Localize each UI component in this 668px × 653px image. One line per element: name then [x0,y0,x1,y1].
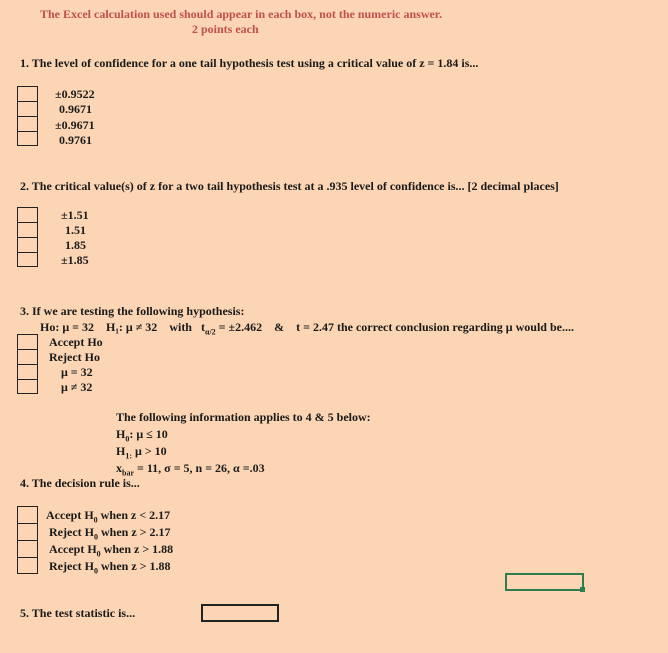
question-4-text: 4. The decision rule is... [20,476,140,490]
q3-with: with [169,320,192,334]
info-sample-stats: $x_{bar} = 11$, σ = 5, n = 26, α =.03 [116,461,265,478]
q2-option-c: 1.85 [65,238,86,252]
q4-checkbox-a[interactable] [17,506,38,523]
q3-h1: H₁: μ ≠ 32 [105,320,158,334]
q1-checkbox-a[interactable] [17,86,38,101]
q1-option-c: ±0.9671 [55,118,95,132]
question-2-text: 2. The critical value(s) of z for a two tail hypothesis test at a .935 level of confidence is... [2 decimal places] [20,179,559,193]
question-3-text: 3. If we are testing the following hypothesis: [20,304,245,318]
info-h1: $H_{1:}$ μ > 10 [116,444,167,461]
q1-checkbox-c[interactable] [17,116,38,131]
info-h0: $H_0$: μ ≤ 10 [116,427,168,444]
q3-t-value: t = 2.47 the correct conclusion regarding μ would be.... [296,320,574,334]
q2-option-d: ±1.85 [61,253,89,267]
q3-checkbox-d[interactable] [17,379,38,394]
q3-checkbox-c[interactable] [17,364,38,379]
q4-option-b: Reject $H_0$ when z > 2.17 [49,525,171,542]
q4-checkbox-c[interactable] [17,540,38,557]
q4-checkbox-d[interactable] [17,557,38,574]
q1-option-d: 0.9761 [59,133,92,147]
points-text: 2 points each [192,22,259,36]
q3-checkbox-b[interactable] [17,349,38,364]
selected-cell[interactable] [505,573,584,591]
fill-handle[interactable] [580,587,585,592]
q3-option-b: Reject Ho [49,350,100,364]
question-2-checkbox-group [17,207,38,267]
q3-t-alpha: $t_{\alpha/2} = \pm 2.462$ [200,320,263,337]
q5-answer-box[interactable] [201,604,279,622]
info-title: The following information applies to 4 & 5 below: [116,410,371,424]
q3-checkbox-a[interactable] [17,334,38,349]
q4-checkbox-b[interactable] [17,523,38,540]
q2-checkbox-b[interactable] [17,222,38,237]
q3-option-c: μ = 32 [61,365,93,379]
q4-option-d: Reject $H_0$ when z > 1.88 [49,559,171,576]
question-1-text: 1. The level of confidence for a one tail hypothesis test using a critical value of z = 1.84 is... [20,56,479,70]
q2-option-b: 1.51 [65,223,86,237]
question-4-checkbox-group [17,506,38,574]
q1-option-b: 0.9671 [59,102,92,116]
q1-checkbox-d[interactable] [17,131,38,146]
question-3-checkbox-group [17,334,38,394]
q1-option-a: ±0.9522 [55,87,95,101]
question-5-text: 5. The test statistic is... [20,606,136,620]
q3-amp: & [274,320,285,334]
q3-ho: Ho: μ = 32 [40,320,94,334]
q2-option-a: ±1.51 [61,208,89,222]
question-3-hypothesis-line [40,320,574,339]
q4-option-a: Accept $H_0$ when z < 2.17 [46,508,171,525]
q2-checkbox-c[interactable] [17,237,38,252]
q3-option-d: μ ≠ 32 [61,380,93,394]
q3-option-a: Accept Ho [49,335,103,349]
q4-option-c: Accept $H_0$ when z > 1.88 [49,542,174,559]
question-1-checkbox-group [17,86,38,146]
q1-checkbox-b[interactable] [17,101,38,116]
q2-checkbox-a[interactable] [17,207,38,222]
instruction-text: The Excel calculation used should appear in each box, not the numeric answer. [40,7,443,21]
q2-checkbox-d[interactable] [17,252,38,267]
